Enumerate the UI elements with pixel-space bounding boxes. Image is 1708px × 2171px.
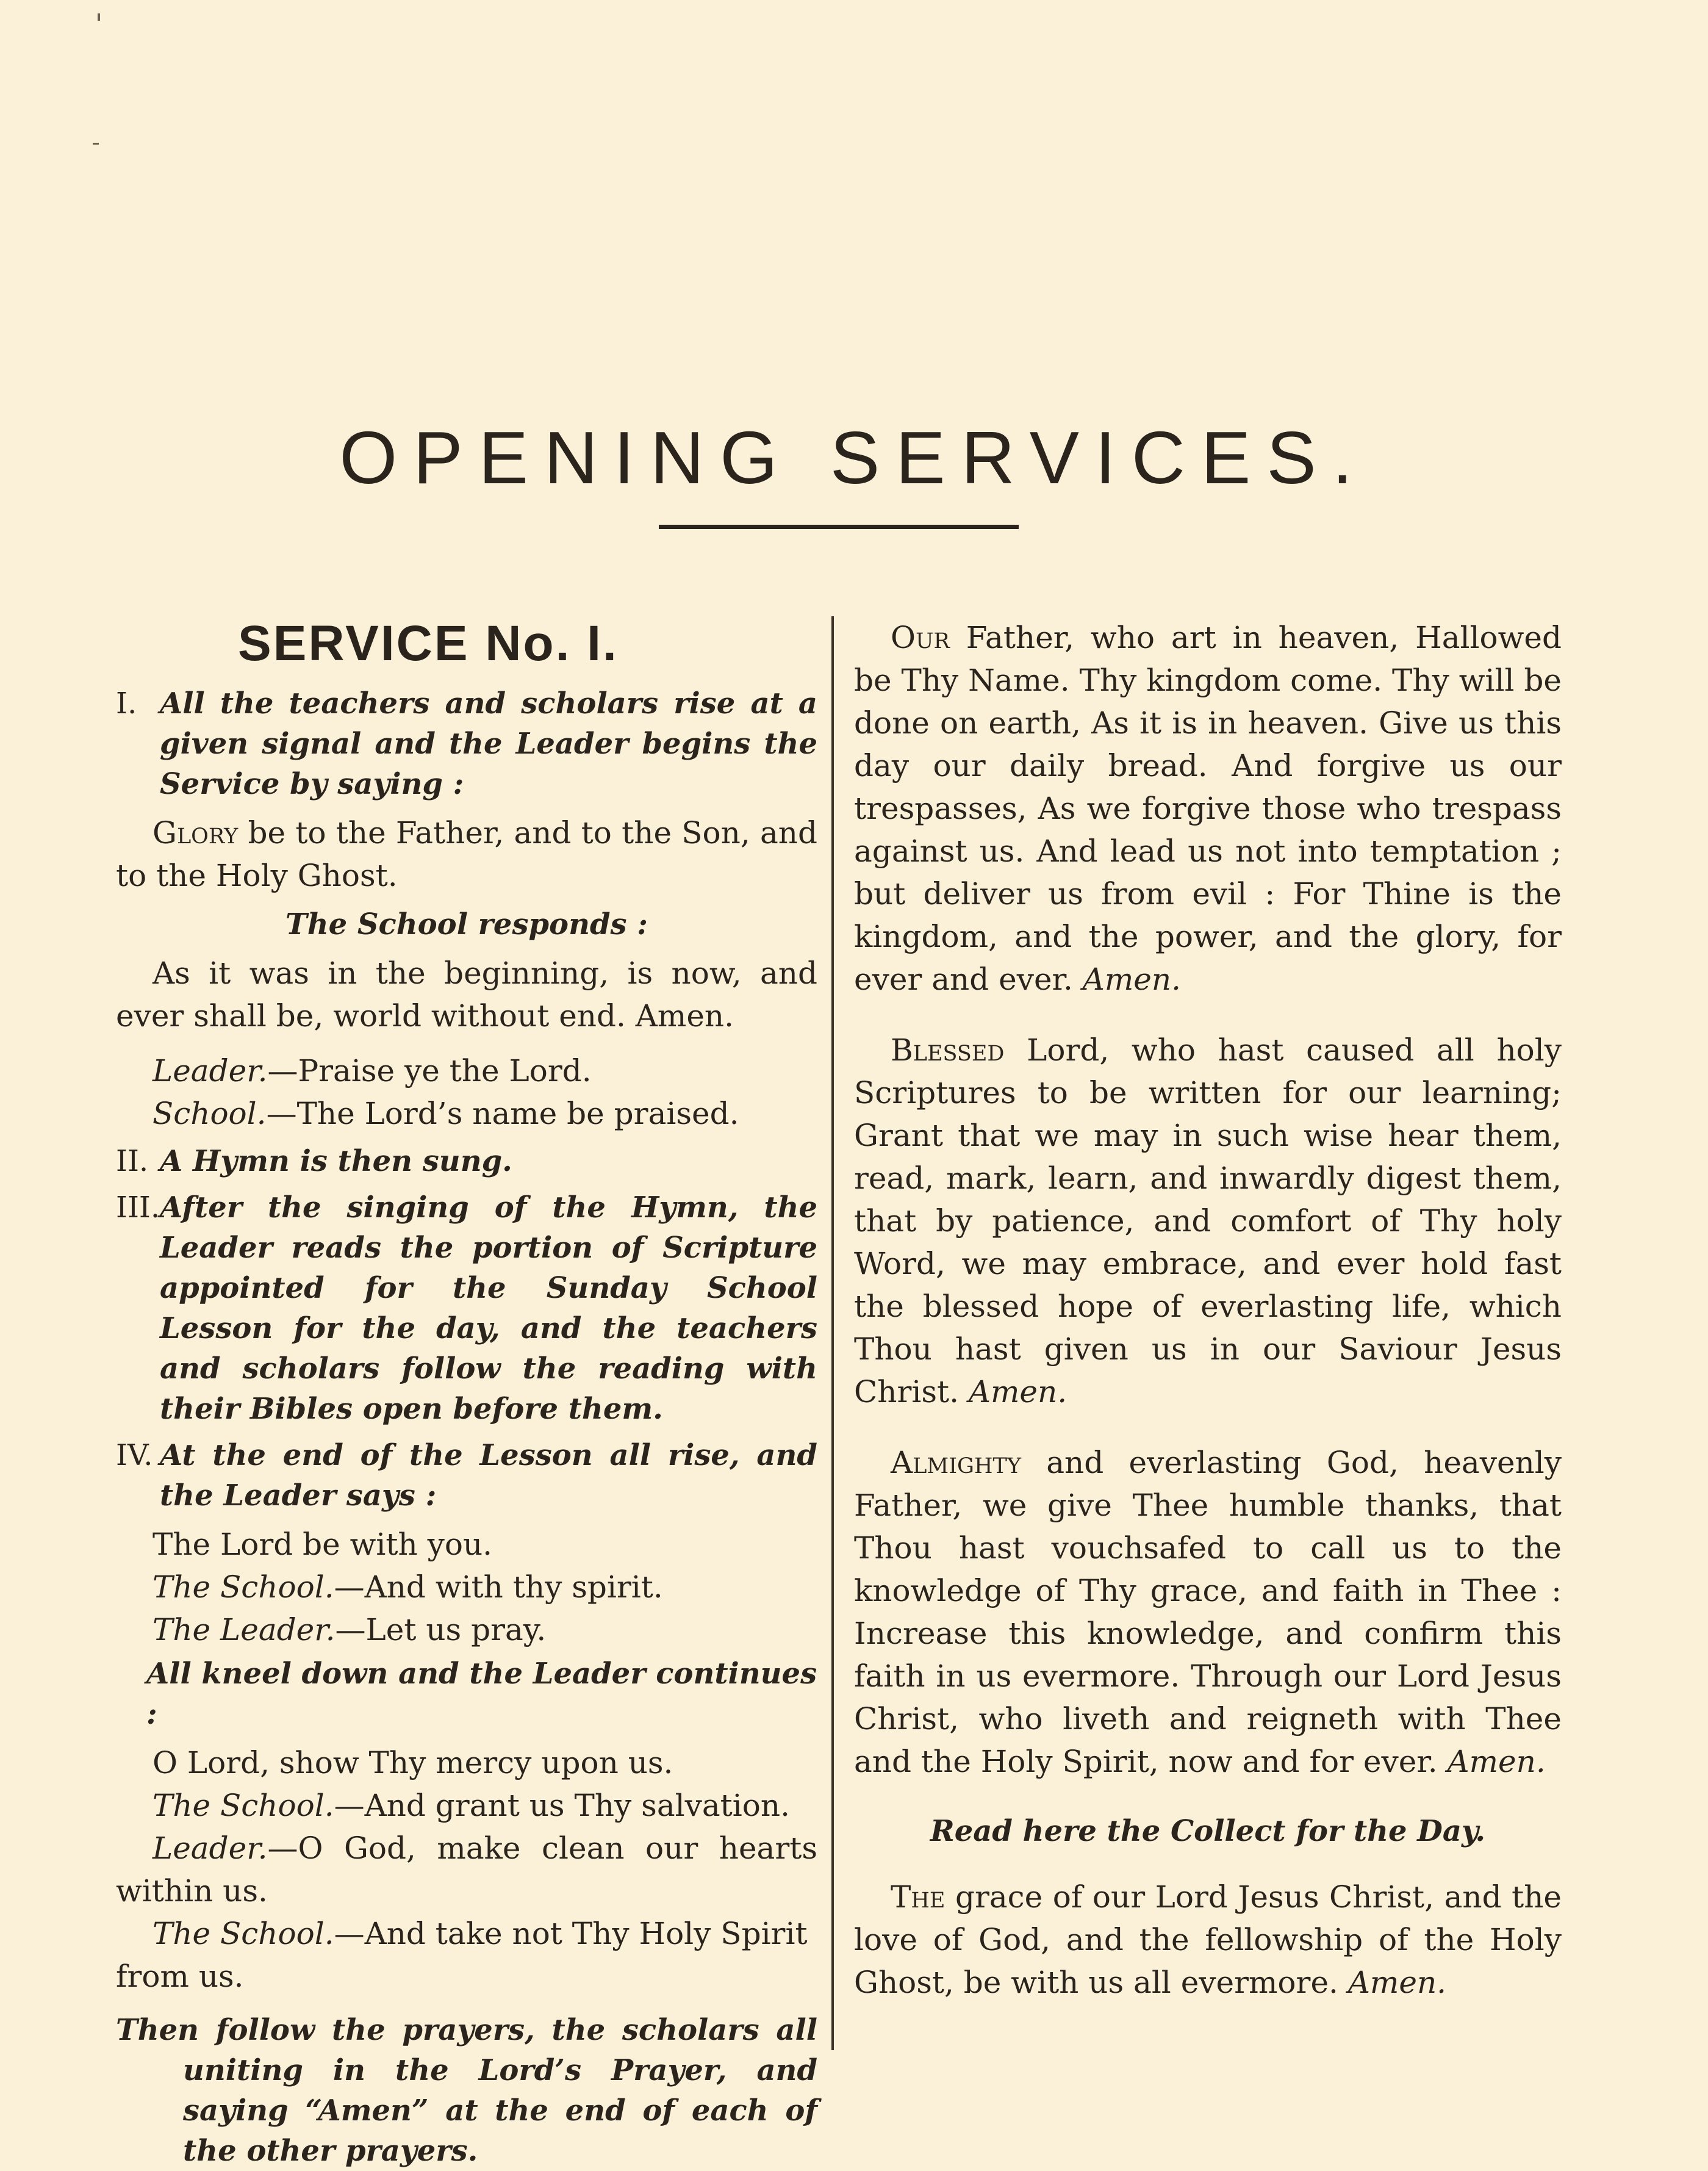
dialog-text: —And grant us Thy salvation. <box>334 1788 790 1823</box>
amen: Amen. <box>1082 962 1181 997</box>
item-number: II. <box>116 1144 149 1178</box>
dialog-line <box>116 1784 817 1827</box>
rubric-line: All kneel down and the Leader continues : <box>146 1657 817 1731</box>
dialog-text: —O God, make clean our hearts within us. <box>116 1831 817 1909</box>
dialog-line <box>116 1827 817 1912</box>
collect-rubric: Read here the Collect for the Day. <box>930 1814 1486 1848</box>
title-rule <box>659 525 1019 529</box>
speaker: The School. <box>152 1916 334 1951</box>
service-title: SERVICE No. I. <box>238 616 619 671</box>
drop-word: The <box>891 1879 946 1915</box>
instruction-item <box>116 1435 817 1516</box>
drop-word: Glory <box>152 815 239 851</box>
dialog-line <box>116 1566 817 1608</box>
dialog-line <box>116 1912 817 1998</box>
instruction-text: A Hymn is then sung. <box>160 1144 512 1178</box>
page-title: OPENING SERVICES. <box>339 416 1369 499</box>
dialog-text: —Let us pray. <box>335 1612 547 1647</box>
item-number: IV. <box>116 1438 153 1472</box>
dialog-line: The Lord be with you. <box>152 1527 493 1562</box>
amen: Amen. <box>1447 1744 1546 1779</box>
page-speck <box>98 13 100 21</box>
instruction-item <box>116 1141 817 1181</box>
dialog-line <box>116 1092 817 1135</box>
instruction-text: All the teachers and scholars rise at a given signal and the Leader begins the Service by saying : <box>160 686 817 801</box>
prayer-text: grace of our Lord Jesus Christ, and the love of God, and the fellowship of the Holy Ghost, be with us all evermore. <box>854 1879 1562 2000</box>
closing-rubric: Then follow the prayers, the scholars all uniting in the Lord’s Prayer, and saying “Amen” at the end of each of the other prayers. <box>116 2013 817 2168</box>
instruction-item <box>116 1187 817 1429</box>
instruction-item <box>116 683 817 804</box>
dialog-text: —The Lord’s name be praised. <box>266 1096 739 1131</box>
dialog-text: —Praise ye the Lord. <box>267 1053 592 1089</box>
left-column <box>116 610 817 2171</box>
instruction-text: After the singing of the Hymn, the Leader reads the portion of Scripture appointed for the Sunday School Lesson for the day, and the teachers and scholars follow the reading with their Bibles open before them. <box>160 1190 817 1426</box>
response: As it was in the beginning, is now, and ever shall be, world without end. Amen. <box>116 956 817 1034</box>
drop-word: Blessed <box>891 1032 1005 1068</box>
grace-prayer <box>854 1876 1562 2004</box>
dialog-text: —And take not Thy Holy Spirit from us. <box>116 1916 808 1994</box>
dialog-line <box>116 1608 817 1651</box>
column-divider <box>831 616 834 2050</box>
lords-prayer <box>854 616 1562 1001</box>
speaker: The School. <box>152 1788 334 1823</box>
speaker: Leader. <box>152 1831 268 1866</box>
item-number: I. <box>116 686 137 721</box>
speaker: The Leader. <box>152 1612 336 1647</box>
prayer-text: and everlasting God, heavenly Father, we give Thee humble thanks, that Thou hast vouchsafed to call us to the knowledge of Thy grace, and faith in Thee : Increase this knowledge, and confirm this faith in us evermore. Through our Lord Jesus Christ, who liveth and reigneth with Thee and the Holy Spirit, now and for ever. <box>854 1445 1562 1779</box>
versicle <box>116 812 817 897</box>
drop-word: Almighty <box>891 1445 1021 1480</box>
prayer-text: Father, who art in heaven, Hallowed be Thy Name. Thy kingdom come. Thy will be done on earth, As it is in heaven. Give us this day our daily bread. And forgive us our trespasses, As we forgive those who trespass against us. And lead us not into temptation ; but deliver us from evil : For Thine is the kingdom, and the power, and the glory, for ever and ever. <box>854 620 1562 997</box>
dialog-line: O Lord, show Thy mercy upon us. <box>152 1745 673 1780</box>
speaker: School. <box>152 1096 267 1131</box>
page-speck <box>93 143 99 145</box>
drop-word: Our <box>891 620 950 655</box>
prayer-text: Lord, who hast caused all holy Scriptures to be written for our learning; Grant that we may in such wise hear them, read, mark, learn, and inwardly digest them, that by patience, and comfort of Thy holy Word, we may embrace, and ever hold fast the blessed hope of everlasting life, which Thou hast given us in our Saviour Jesus Christ. <box>854 1032 1562 1410</box>
speaker: The School. <box>152 1569 334 1605</box>
amen: Amen. <box>968 1374 1068 1410</box>
dialog-text: —And with thy spirit. <box>334 1569 663 1605</box>
dialog-line <box>116 1049 817 1092</box>
amen: Amen. <box>1347 1965 1447 2000</box>
scripture-prayer <box>854 1029 1562 1413</box>
item-number: III. <box>116 1190 160 1225</box>
rubric-line: The School responds : <box>285 907 648 941</box>
thanksgiving-prayer <box>854 1441 1562 1783</box>
instruction-text: At the end of the Lesson all rise, and the Leader says : <box>160 1438 817 1513</box>
right-column <box>854 610 1562 2032</box>
speaker: Leader. <box>152 1053 268 1089</box>
versicle-text: be to the Father, and to the Son, and to the Holy Ghost. <box>116 815 817 893</box>
